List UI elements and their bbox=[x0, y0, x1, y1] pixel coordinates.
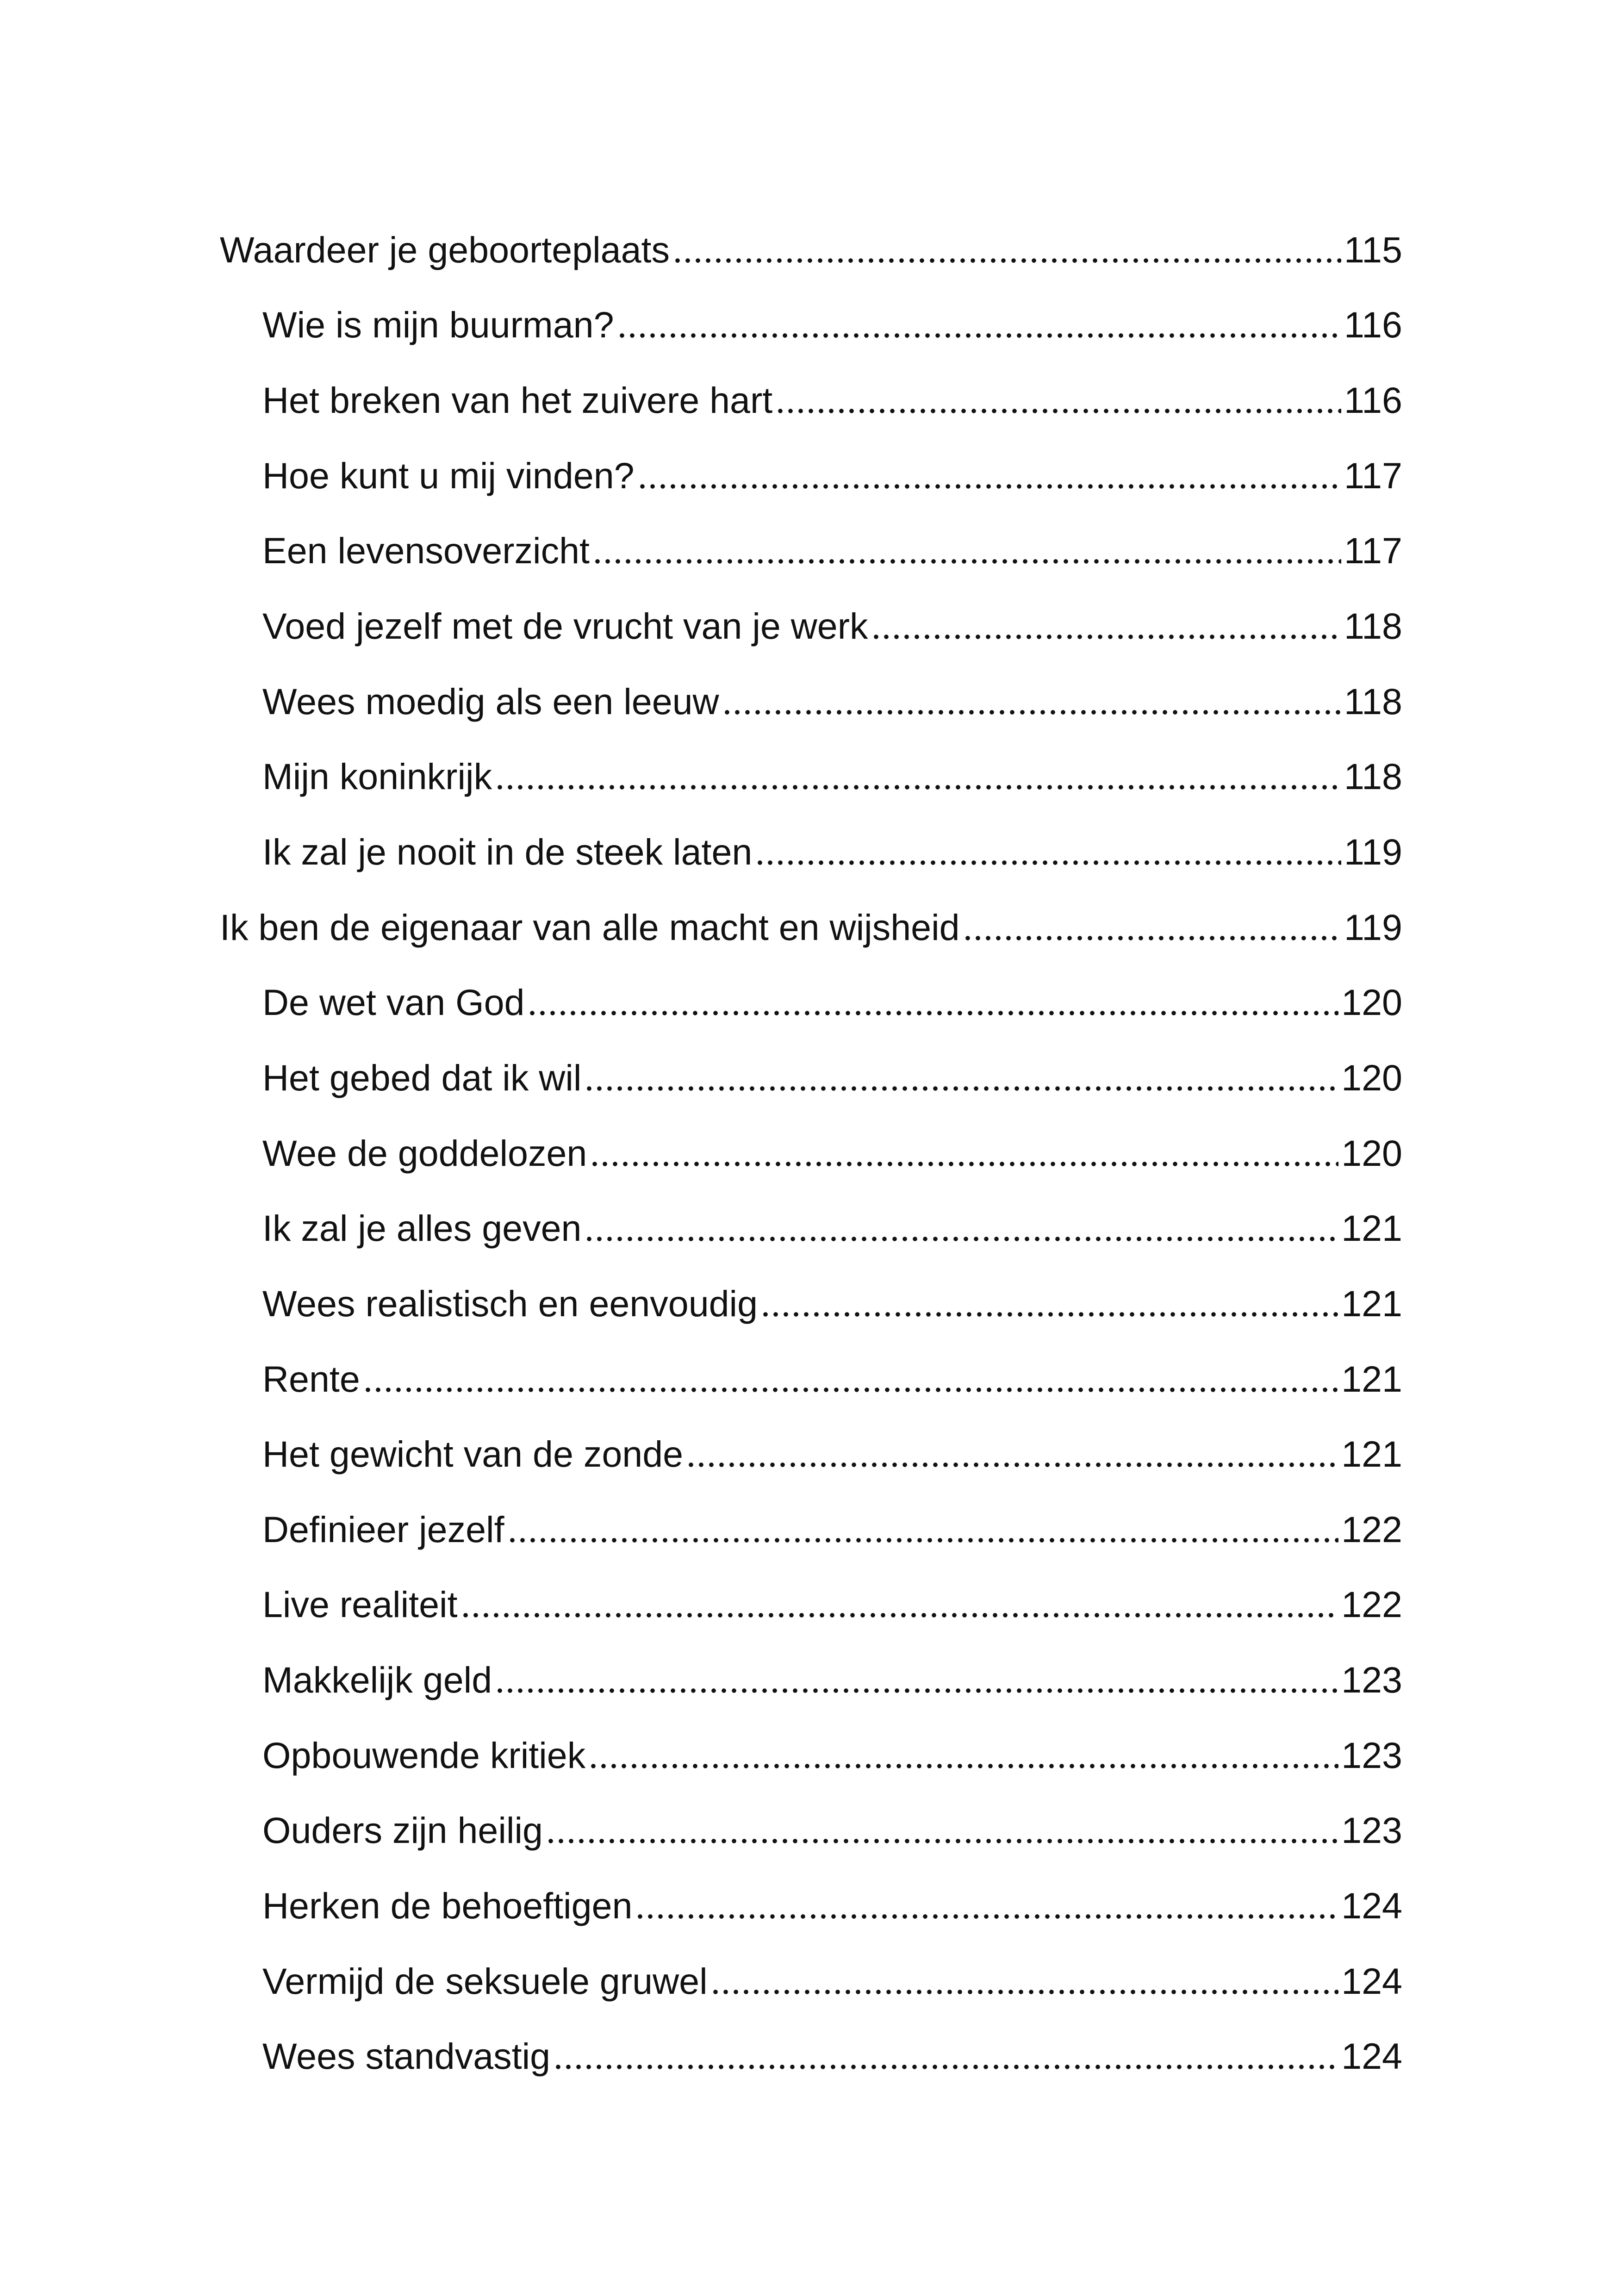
toc-entry-title: Wees moedig als een leeuw bbox=[262, 681, 719, 722]
toc-entry-page: 120 bbox=[1341, 1132, 1402, 1174]
toc-entry[interactable] bbox=[262, 2024, 1402, 2079]
toc-entry-title: Mijn koninkrijk bbox=[262, 756, 492, 797]
toc-entry-page: 118 bbox=[1344, 605, 1402, 647]
toc-entry-title: Ik zal je nooit in de steek laten bbox=[262, 831, 753, 872]
toc-entry-page: 121 bbox=[1341, 1358, 1402, 1400]
dot-leader bbox=[592, 558, 1341, 565]
toc-entry-title: Wees realistisch en eenvoudig bbox=[262, 1283, 758, 1324]
dot-leader bbox=[553, 2064, 1338, 2070]
toc-entry-title: Opbouwende kritiek bbox=[262, 1735, 586, 1776]
toc-entry-title: Wees standvastig bbox=[262, 2035, 551, 2077]
toc-entry-page: 121 bbox=[1341, 1283, 1402, 1324]
dot-leader bbox=[461, 1612, 1339, 1618]
toc-entry-page: 123 bbox=[1341, 1735, 1402, 1776]
toc-entry-title: Hoe kunt u mij vinden? bbox=[262, 455, 635, 496]
toc-entry-page: 120 bbox=[1341, 982, 1402, 1023]
toc-entry-page: 122 bbox=[1341, 1584, 1402, 1625]
dot-leader bbox=[527, 1010, 1338, 1016]
dot-leader bbox=[963, 935, 1341, 941]
toc-entry[interactable] bbox=[262, 1271, 1402, 1327]
toc-entry[interactable] bbox=[262, 368, 1402, 423]
toc-entry-title: Vermijd de seksuele gruwel bbox=[262, 1960, 708, 2002]
toc-entry[interactable] bbox=[262, 1648, 1402, 1703]
toc-entry-title: Ouders zijn heilig bbox=[262, 1810, 543, 1851]
dot-leader bbox=[871, 634, 1341, 640]
toc-entry[interactable] bbox=[262, 1723, 1402, 1779]
toc-entry-page: 124 bbox=[1341, 1885, 1402, 1926]
toc-entry[interactable] bbox=[262, 1121, 1402, 1176]
toc-entry-page: 120 bbox=[1341, 1057, 1402, 1098]
toc-entry-page: 121 bbox=[1341, 1207, 1402, 1249]
dot-leader bbox=[495, 1687, 1338, 1694]
dot-leader bbox=[617, 332, 1342, 339]
dot-leader bbox=[672, 257, 1341, 264]
toc-entry-title: De wet van God bbox=[262, 982, 525, 1023]
toc-entry-title: Definieer jezelf bbox=[262, 1509, 504, 1550]
dot-leader bbox=[584, 1085, 1338, 1092]
toc-entry[interactable] bbox=[262, 669, 1402, 725]
toc-entry-page: 122 bbox=[1341, 1509, 1402, 1550]
dot-leader bbox=[363, 1387, 1338, 1393]
toc-entry[interactable] bbox=[262, 1873, 1402, 1929]
dot-leader bbox=[755, 859, 1341, 866]
toc-entry-page: 119 bbox=[1344, 907, 1402, 948]
toc-entry-page: 119 bbox=[1344, 831, 1402, 872]
toc-entry-title: Makkelijk geld bbox=[262, 1659, 492, 1700]
dot-leader bbox=[760, 1311, 1338, 1318]
toc-entry-title: Het breken van het zuivere hart bbox=[262, 380, 773, 421]
toc-entry-page: 116 bbox=[1344, 380, 1402, 421]
dot-leader bbox=[635, 1913, 1338, 1920]
toc-entry-title: Het gewicht van de zonde bbox=[262, 1433, 684, 1475]
toc-entry-title: Herken de behoeftigen bbox=[262, 1885, 633, 1926]
toc-entry-title: Rente bbox=[262, 1358, 360, 1400]
toc-entry[interactable] bbox=[262, 1422, 1402, 1477]
toc-entry[interactable] bbox=[262, 518, 1402, 574]
toc-entry[interactable] bbox=[262, 594, 1402, 649]
toc-entry[interactable] bbox=[220, 218, 1402, 273]
toc-entry-title: Een levensoverzicht bbox=[262, 530, 590, 571]
dot-leader bbox=[546, 1838, 1338, 1844]
dot-leader bbox=[775, 408, 1341, 414]
toc-entry-title: Live realiteit bbox=[262, 1584, 458, 1625]
dot-leader bbox=[584, 1236, 1338, 1242]
dot-leader bbox=[637, 483, 1341, 490]
dot-leader bbox=[686, 1462, 1338, 1468]
toc-entry[interactable] bbox=[262, 1347, 1402, 1402]
toc-entry[interactable] bbox=[262, 1949, 1402, 2004]
toc-entry-page: 121 bbox=[1341, 1433, 1402, 1475]
dot-leader bbox=[590, 1161, 1338, 1167]
toc-entry-page: 123 bbox=[1341, 1659, 1402, 1700]
dot-leader bbox=[710, 1989, 1339, 1995]
toc-entry[interactable] bbox=[262, 292, 1402, 348]
toc-entry-title: Waardeer je geboorteplaats bbox=[220, 229, 670, 270]
dot-leader bbox=[507, 1537, 1339, 1543]
toc-entry-title: Wee de goddelozen bbox=[262, 1132, 587, 1174]
toc-entry[interactable] bbox=[262, 443, 1402, 499]
toc-entry[interactable] bbox=[220, 895, 1402, 951]
toc-entry[interactable] bbox=[262, 1572, 1402, 1628]
dot-leader bbox=[588, 1763, 1338, 1769]
toc-entry[interactable] bbox=[262, 1798, 1402, 1854]
toc-entry-page: 118 bbox=[1344, 756, 1402, 797]
toc-entry[interactable] bbox=[262, 1045, 1402, 1101]
toc-entry-title: Voed jezelf met de vrucht van je werk bbox=[262, 605, 868, 647]
toc-entry[interactable] bbox=[262, 1497, 1402, 1553]
toc-entry-page: 117 bbox=[1344, 455, 1402, 496]
toc-entry-title: Het gebed dat ik wil bbox=[262, 1057, 582, 1098]
dot-leader bbox=[495, 784, 1341, 790]
toc-entry[interactable] bbox=[262, 820, 1402, 875]
toc-entry-page: 123 bbox=[1341, 1810, 1402, 1851]
dot-leader bbox=[722, 709, 1341, 716]
toc-entry[interactable] bbox=[262, 970, 1402, 1026]
toc-entry[interactable] bbox=[262, 744, 1402, 800]
toc-entry-page: 117 bbox=[1344, 530, 1402, 571]
toc-entry-page: 115 bbox=[1344, 229, 1402, 270]
toc-entry-title: Ik ben de eigenaar van alle macht en wijsheid bbox=[220, 907, 960, 948]
toc-entry-title: Wie is mijn buurman? bbox=[262, 304, 614, 345]
toc-entry[interactable] bbox=[262, 1196, 1402, 1251]
toc-entry-page: 124 bbox=[1341, 1960, 1402, 2002]
toc-entry-page: 124 bbox=[1341, 2035, 1402, 2077]
toc-entry-page: 116 bbox=[1344, 304, 1402, 345]
toc-entry-page: 118 bbox=[1344, 681, 1402, 722]
toc-entry-title: Ik zal je alles geven bbox=[262, 1207, 582, 1249]
